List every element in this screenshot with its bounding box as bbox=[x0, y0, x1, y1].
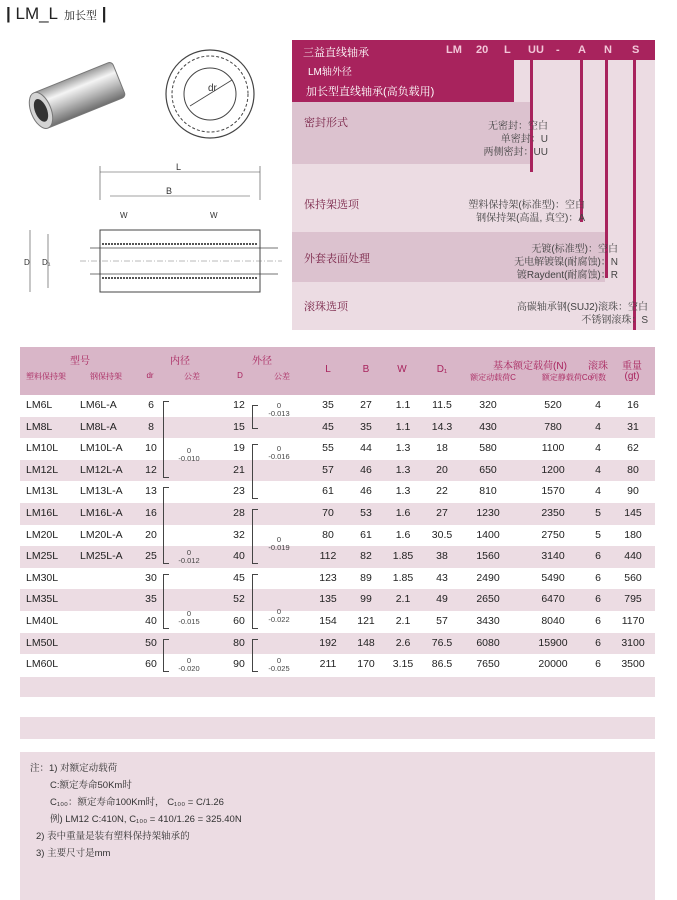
cell-b: 44 bbox=[360, 442, 372, 455]
cell-g: 795 bbox=[624, 593, 642, 606]
cell-g: 80 bbox=[627, 463, 639, 476]
code-row-type-label: 加长型直线轴承(高负载用) bbox=[306, 86, 435, 98]
code-part-20: 20 bbox=[476, 44, 489, 56]
cell-l: 61 bbox=[322, 485, 334, 498]
cell-d1: 43 bbox=[436, 571, 448, 584]
cell-w: 1.6 bbox=[395, 507, 411, 519]
cell-g: 3500 bbox=[621, 658, 645, 671]
note-line-6: 3) 主要尺寸是mm bbox=[36, 848, 111, 859]
cell-b: 82 bbox=[360, 550, 372, 563]
cell-l: 154 bbox=[319, 615, 337, 627]
title-bar-right: | bbox=[97, 4, 107, 23]
note-line-3: C₁₀₀：额定寿命100Km时， C₁₀₀ = C/1.26 bbox=[50, 797, 224, 808]
cell-co: 520 bbox=[544, 399, 562, 411]
cell-l: 57 bbox=[322, 463, 334, 476]
D1-label: D₁ bbox=[42, 258, 51, 267]
cell-dr: 8 bbox=[148, 420, 154, 433]
cell-c: 1400 bbox=[476, 528, 500, 541]
cell-g: 90 bbox=[627, 485, 639, 498]
cell-g: 62 bbox=[627, 442, 639, 455]
cell-dr: 13 bbox=[145, 485, 157, 498]
tolerance-upper: 0 bbox=[186, 446, 192, 456]
th-balls-rows: 列数 bbox=[590, 373, 606, 382]
seal-section-title: 密封形式 bbox=[304, 117, 348, 129]
ball-option-2: 不锈钢滚珠：S bbox=[581, 315, 648, 326]
code-part-a: A bbox=[578, 44, 586, 56]
cell-w: 1.85 bbox=[392, 550, 414, 563]
cell-d: 23 bbox=[233, 485, 245, 498]
cell-m1: LM30L bbox=[26, 571, 59, 584]
W1-label: W bbox=[120, 211, 128, 220]
cell-b: 46 bbox=[360, 463, 372, 476]
cell-g: 16 bbox=[627, 399, 639, 411]
th-inner-tol: 公差 bbox=[184, 372, 200, 381]
cell-g: 560 bbox=[624, 571, 642, 584]
tolerance-bracket bbox=[252, 574, 258, 629]
cell-b: 27 bbox=[360, 399, 372, 411]
cell-d: 45 bbox=[233, 571, 245, 584]
cell-co: 8040 bbox=[541, 615, 565, 627]
cell-b: 121 bbox=[357, 615, 375, 627]
cell-d1: 86.5 bbox=[431, 658, 453, 671]
tolerance-bracket bbox=[163, 487, 169, 564]
seal-option-2: 单密封：U bbox=[500, 134, 548, 145]
cell-n: 6 bbox=[595, 658, 601, 671]
cell-dr: 16 bbox=[145, 507, 157, 519]
cell-co: 6470 bbox=[541, 593, 565, 606]
cell-n: 4 bbox=[595, 463, 601, 476]
note-line-1: 注：1) 对额定动载荷 bbox=[30, 763, 118, 774]
cell-n: 4 bbox=[595, 485, 601, 498]
cell-b: 99 bbox=[360, 593, 372, 606]
tolerance-bracket bbox=[252, 444, 258, 499]
cell-c: 1560 bbox=[476, 550, 500, 563]
cell-w: 1.1 bbox=[395, 420, 411, 433]
cell-d: 90 bbox=[233, 658, 245, 671]
cell-d1: 49 bbox=[436, 593, 448, 606]
ball-section-title: 滚珠选项 bbox=[304, 301, 348, 313]
cell-co: 15900 bbox=[538, 636, 568, 649]
code-part-dash: - bbox=[556, 44, 560, 56]
cell-w: 2.1 bbox=[395, 615, 411, 627]
cell-d1: 38 bbox=[436, 550, 448, 563]
cell-co: 1100 bbox=[541, 442, 565, 455]
cell-d: 60 bbox=[233, 615, 245, 627]
note-line-2: C:额定寿命50Km时 bbox=[50, 780, 132, 791]
cell-l: 192 bbox=[319, 636, 337, 649]
th-model: 型号 bbox=[70, 356, 90, 367]
cell-m1: LM13L bbox=[26, 485, 59, 498]
tolerance-lower: -0.015 bbox=[178, 617, 200, 626]
series-name: LM_L bbox=[15, 4, 59, 23]
code-part-n: N bbox=[604, 44, 612, 56]
code-part-lm: LM bbox=[446, 44, 462, 56]
cell-dr: 35 bbox=[145, 593, 157, 606]
tolerance-upper: 0 bbox=[186, 609, 192, 618]
cell-d1: 30.5 bbox=[431, 528, 453, 541]
cell-d: 32 bbox=[233, 528, 245, 541]
seal-option-1: 无密封：空白 bbox=[488, 121, 548, 132]
th-plastic-cage: 塑料保持架 bbox=[26, 372, 66, 381]
cell-b: 148 bbox=[357, 636, 375, 649]
cell-n: 4 bbox=[595, 399, 601, 411]
cell-g: 1170 bbox=[621, 615, 645, 627]
cell-d: 19 bbox=[233, 442, 245, 455]
cell-b: 46 bbox=[360, 485, 372, 498]
tolerance-lower: -0.025 bbox=[268, 664, 290, 674]
cell-l: 123 bbox=[319, 571, 337, 584]
cell-d: 52 bbox=[233, 593, 245, 606]
tolerance-upper: 0 bbox=[276, 656, 282, 666]
cell-c: 810 bbox=[479, 485, 497, 498]
tolerance-lower: -0.019 bbox=[268, 542, 290, 552]
cell-m2: LM8L-A bbox=[80, 420, 117, 433]
cell-m1: LM20L bbox=[26, 528, 59, 541]
cell-m1: LM12L bbox=[26, 463, 59, 476]
cell-n: 6 bbox=[595, 593, 601, 606]
cell-d: 40 bbox=[233, 550, 245, 563]
cell-dr: 60 bbox=[145, 658, 157, 671]
cell-n: 6 bbox=[595, 571, 601, 584]
cell-g: 31 bbox=[627, 420, 639, 433]
cell-dr: 25 bbox=[145, 550, 157, 563]
cell-dr: 40 bbox=[145, 615, 157, 627]
note-line-4: 例) LM12 C:410N, C₁₀₀ = 410/1.26 = 325.40N bbox=[50, 814, 242, 825]
code-part-uu: UU bbox=[528, 44, 544, 56]
tolerance-lower: -0.012 bbox=[178, 556, 200, 566]
cell-co: 3140 bbox=[541, 550, 565, 563]
cell-dr: 50 bbox=[145, 636, 157, 649]
cell-n: 4 bbox=[595, 420, 601, 433]
ball-option-1: 高碳轴承钢(SUJ2)滚珠：空白 bbox=[516, 302, 648, 313]
cell-c: 430 bbox=[479, 420, 497, 433]
end-view-drawing bbox=[160, 44, 260, 144]
cell-w: 1.3 bbox=[395, 442, 411, 455]
th-dr: dr bbox=[146, 371, 154, 380]
cell-c: 6080 bbox=[476, 636, 500, 649]
cell-n: 6 bbox=[595, 550, 601, 563]
cell-c: 650 bbox=[479, 463, 497, 476]
title-bar-left: | bbox=[6, 4, 16, 23]
cell-d1: 20 bbox=[436, 463, 448, 476]
cell-c: 580 bbox=[479, 442, 497, 455]
code-header-label: 三益直线轴承 bbox=[303, 47, 369, 59]
surface-option-1: 无镀(标准型)：空白 bbox=[531, 244, 618, 255]
tolerance-bracket bbox=[252, 405, 258, 429]
cell-b: 53 bbox=[360, 507, 372, 519]
page-title bbox=[6, 4, 107, 24]
cell-m1: LM8L bbox=[26, 420, 53, 433]
D-label: D bbox=[24, 258, 30, 267]
cell-n: 5 bbox=[595, 528, 601, 541]
tolerance-upper: 0 bbox=[276, 534, 282, 544]
side-view-drawing bbox=[20, 160, 282, 310]
cell-co: 20000 bbox=[538, 658, 568, 671]
cell-d: 21 bbox=[233, 463, 245, 476]
tolerance-lower: -0.016 bbox=[268, 452, 290, 462]
series-subtitle: 加长型 bbox=[64, 10, 98, 22]
cell-w: 2.1 bbox=[395, 593, 411, 606]
cell-b: 170 bbox=[357, 658, 375, 671]
th-L: L bbox=[325, 364, 331, 375]
table-filler-band bbox=[20, 677, 655, 697]
cell-m2: LM16L-A bbox=[80, 507, 123, 519]
cell-w: 1.3 bbox=[395, 485, 411, 498]
cell-c: 320 bbox=[479, 399, 497, 411]
cell-b: 61 bbox=[360, 528, 372, 541]
spacer-band bbox=[20, 717, 655, 739]
th-inner: 内径 bbox=[170, 356, 190, 367]
cage-section-title: 保持架选项 bbox=[304, 199, 359, 211]
code-part-s: S bbox=[632, 44, 640, 56]
tolerance-lower: -0.013 bbox=[268, 409, 290, 418]
th-weight-unit: (gt) bbox=[624, 371, 640, 382]
B-label: B bbox=[166, 186, 173, 196]
cell-l: 55 bbox=[322, 442, 334, 455]
code-row-diameter-label: LM轴外径 bbox=[308, 67, 352, 78]
tolerance-upper: 0 bbox=[276, 444, 282, 454]
cell-m2: LM10L-A bbox=[80, 442, 123, 455]
cell-g: 440 bbox=[624, 550, 642, 563]
tolerance-bracket bbox=[163, 574, 169, 629]
cell-l: 70 bbox=[322, 507, 334, 519]
surface-section-title: 外套表面处理 bbox=[304, 253, 370, 265]
tolerance-upper: 0 bbox=[186, 548, 192, 558]
cell-n: 4 bbox=[595, 442, 601, 455]
cell-b: 89 bbox=[360, 571, 372, 584]
notes-panel bbox=[20, 752, 655, 900]
cell-n: 6 bbox=[595, 615, 601, 627]
th-weight: 重量 bbox=[622, 361, 642, 372]
cell-c: 7650 bbox=[476, 658, 500, 671]
cell-m2: LM6L-A bbox=[80, 399, 117, 411]
cage-option-2: 钢保持架(高温, 真空)：A bbox=[476, 213, 585, 224]
th-D: D bbox=[237, 371, 243, 380]
cell-w: 2.6 bbox=[395, 636, 411, 649]
cell-dr: 30 bbox=[145, 571, 157, 584]
cell-co: 1570 bbox=[541, 485, 565, 498]
cell-co: 2750 bbox=[541, 528, 565, 541]
cell-m1: LM35L bbox=[26, 593, 59, 606]
cell-d1: 27 bbox=[436, 507, 448, 519]
tolerance-bracket bbox=[163, 401, 169, 478]
tolerance-lower: -0.022 bbox=[268, 615, 290, 624]
th-outer-tol: 公差 bbox=[274, 372, 290, 381]
cell-c: 2650 bbox=[476, 593, 500, 606]
note-line-5: 2) 表中重量是装有塑料保持架轴承的 bbox=[36, 831, 190, 842]
th-W: W bbox=[397, 364, 407, 375]
cell-d1: 57 bbox=[436, 615, 448, 627]
seal-option-3: 两侧密封：UU bbox=[483, 147, 548, 158]
tolerance-bracket bbox=[252, 509, 258, 564]
cell-co: 1200 bbox=[541, 463, 565, 476]
surface-option-2: 无电解镀镍(耐腐蚀)：N bbox=[514, 257, 618, 268]
th-steel-cage: 钢保持架 bbox=[90, 372, 122, 381]
cell-d1: 14.3 bbox=[431, 420, 453, 433]
th-load: 基本额定载荷(N) bbox=[493, 361, 567, 372]
code-part-l: L bbox=[504, 44, 511, 56]
cell-d: 15 bbox=[233, 420, 245, 433]
cell-m1: LM6L bbox=[26, 399, 53, 411]
cell-l: 112 bbox=[319, 550, 337, 563]
cell-m1: LM10L bbox=[26, 442, 59, 455]
cell-d: 12 bbox=[233, 399, 245, 411]
cage-option-1: 塑料保持架(标准型)：空白 bbox=[468, 200, 585, 211]
cell-m1: LM40L bbox=[26, 615, 59, 627]
tolerance-lower: -0.010 bbox=[178, 454, 200, 464]
tolerance-upper: 0 bbox=[276, 401, 282, 410]
cell-dr: 20 bbox=[145, 528, 157, 541]
cell-m2: LM12L-A bbox=[80, 463, 123, 476]
cell-w: 1.6 bbox=[395, 528, 411, 541]
cell-co: 5490 bbox=[541, 571, 565, 584]
cell-d1: 18 bbox=[436, 442, 448, 455]
cell-g: 180 bbox=[624, 528, 642, 541]
th-B: B bbox=[362, 364, 370, 375]
cell-dr: 12 bbox=[145, 463, 157, 476]
cell-c: 2490 bbox=[476, 571, 500, 584]
dr-label: dr bbox=[208, 83, 217, 94]
cell-dr: 6 bbox=[148, 399, 154, 411]
cell-m2: LM13L-A bbox=[80, 485, 123, 498]
cell-c: 3430 bbox=[476, 615, 500, 627]
cell-d: 80 bbox=[233, 636, 245, 649]
W2-label: W bbox=[210, 211, 218, 220]
cell-dr: 10 bbox=[145, 442, 157, 455]
cell-w: 1.85 bbox=[392, 571, 414, 584]
cell-m2: LM25L-A bbox=[80, 550, 123, 563]
cell-m1: LM60L bbox=[26, 658, 59, 671]
cell-w: 3.15 bbox=[392, 658, 414, 671]
th-outer: 外径 bbox=[252, 356, 272, 367]
bearing-photo bbox=[14, 46, 134, 146]
cell-n: 6 bbox=[595, 636, 601, 649]
cell-d1: 11.5 bbox=[432, 399, 452, 411]
tolerance-bracket bbox=[252, 639, 258, 673]
th-dynamic: 额定动载荷C bbox=[470, 373, 516, 382]
cell-d1: 76.5 bbox=[431, 636, 453, 649]
cell-m2: LM20L-A bbox=[80, 528, 123, 541]
cell-co: 2350 bbox=[541, 507, 565, 519]
cell-n: 5 bbox=[595, 507, 601, 519]
cell-d1: 22 bbox=[436, 485, 448, 498]
cell-l: 135 bbox=[319, 593, 337, 606]
tolerance-bracket bbox=[163, 639, 169, 673]
surface-option-3: 镀Raydent(耐腐蚀)：R bbox=[516, 270, 618, 281]
tolerance-upper: 0 bbox=[276, 607, 282, 616]
cell-g: 145 bbox=[624, 507, 642, 519]
cell-l: 45 bbox=[322, 420, 334, 433]
cell-w: 1.3 bbox=[395, 463, 411, 476]
th-D1: D₁ bbox=[436, 364, 448, 375]
cell-g: 3100 bbox=[621, 636, 645, 649]
L-label: L bbox=[176, 162, 182, 172]
cell-l: 211 bbox=[319, 658, 337, 671]
cell-l: 35 bbox=[322, 399, 334, 411]
cell-w: 1.1 bbox=[395, 399, 411, 411]
cell-m1: LM25L bbox=[26, 550, 59, 563]
th-static: 额定静载荷Co bbox=[541, 373, 593, 382]
cell-m1: LM16L bbox=[26, 507, 59, 519]
cell-c: 1230 bbox=[476, 507, 500, 519]
tolerance-lower: -0.020 bbox=[178, 664, 200, 674]
th-balls: 滚珠 bbox=[588, 361, 608, 372]
cell-m1: LM50L bbox=[26, 636, 59, 649]
cell-co: 780 bbox=[544, 420, 562, 433]
cell-l: 80 bbox=[322, 528, 334, 541]
tolerance-upper: 0 bbox=[186, 656, 192, 666]
cell-b: 35 bbox=[360, 420, 372, 433]
connector-ball bbox=[633, 60, 636, 330]
cell-d: 28 bbox=[233, 507, 245, 519]
